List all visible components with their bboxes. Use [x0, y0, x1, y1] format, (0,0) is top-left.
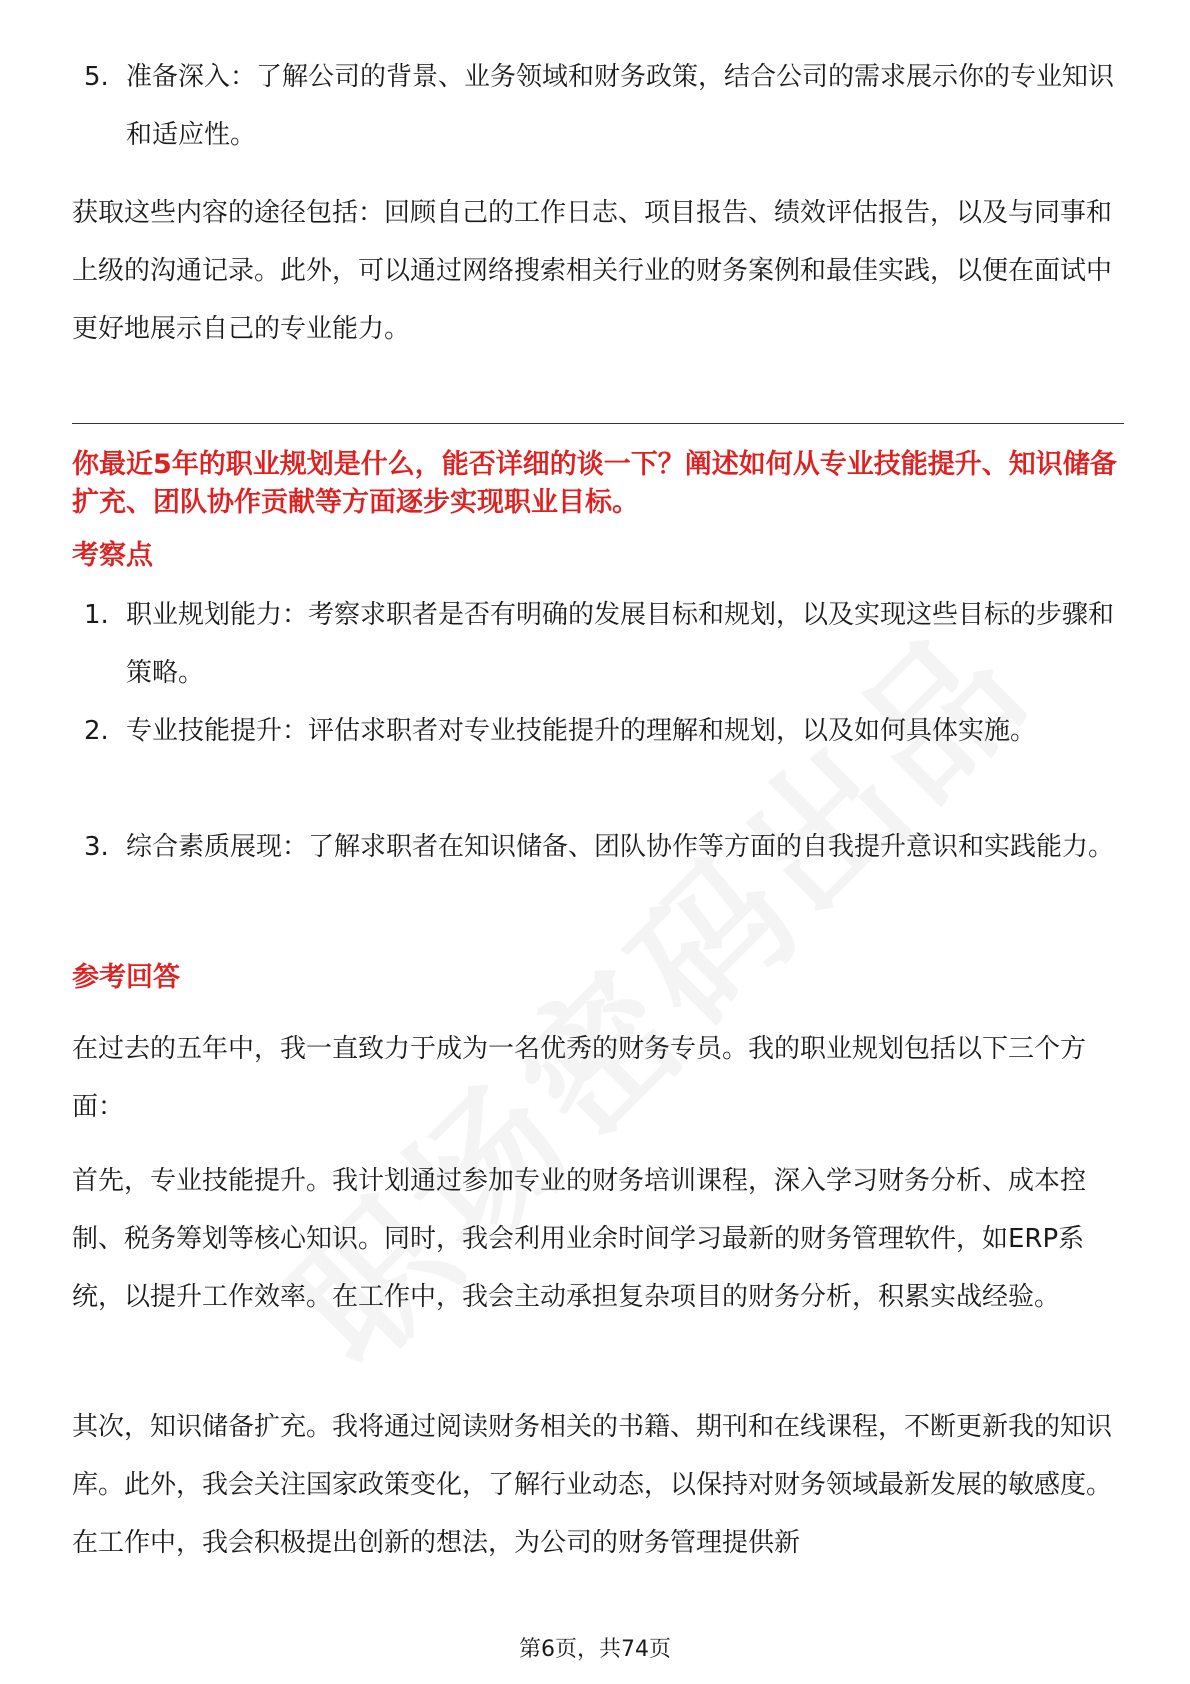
section-divider [72, 423, 1124, 424]
question-title: 你最近5年的职业规划是什么，能否详细的谈一下？阐述如何从专业技能提升、知识储备扩充、团队协作贡献等方面逐步实现职业目标。 [72, 449, 1117, 518]
answer-heading: 参考回答 [72, 962, 180, 993]
list-item-text: 专业技能提升：评估求职者对专业技能提升的理解和规划，以及如何具体实施。 [126, 716, 1037, 746]
list-item [84, 818, 1114, 876]
list-item [84, 702, 1114, 760]
list-item-text: 综合素质展现：了解求职者在知识储备、团队协作等方面的自我提升意识和实践能力。 [126, 832, 1115, 862]
list-item-number: 2. [84, 716, 109, 746]
list-item-text: 准备深入：了解公司的背景、业务领域和财务政策，结合公司的需求展示你的专业知识和适应性。 [126, 62, 1115, 150]
assessment-heading: 考察点 [72, 540, 153, 571]
list-item-number: 5. [84, 62, 109, 92]
answer-paragraph: 其次，知识储备扩充。我将通过阅读财务相关的书籍、期刊和在线课程，不断更新我的知识库。此外，我会关注国家政策变化，了解行业动态，以保持对财务领域最新发展的敏感度。在工作中，我会积极提出创新的想法，为公司的财务管理提供新 [72, 1412, 1113, 1558]
list-item [84, 48, 1114, 164]
list-item-number: 1. [84, 600, 109, 630]
list-item-text: 职业规划能力：考察求职者是否有明确的发展目标和规划，以及实现这些目标的步骤和策略。 [126, 600, 1115, 688]
list-item [84, 586, 1114, 702]
answer-paragraph: 首先，专业技能提升。我计划通过参加专业的财务培训课程，深入学习财务分析、成本控制、税务筹划等核心知识。同时，我会利用业余时间学习最新的财务管理软件，如ERP系统，以提升工作效率。在工作中，我会主动承担复杂项目的财务分析，积累实战经验。 [72, 1166, 1087, 1312]
answer-paragraph: 在过去的五年中，我一直致力于成为一名优秀的财务专员。我的职业规划包括以下三个方面： [72, 1034, 1087, 1122]
list-item-number: 3. [84, 832, 109, 862]
intro-paragraph: 获取这些内容的途径包括：回顾自己的工作日志、项目报告、绩效评估报告，以及与同事和上级的沟通记录。此外，可以通过网络搜索相关行业的财务案例和最佳实践，以便在面试中更好地展示自己的专业能力。 [72, 198, 1113, 344]
page-number: 第6页，共74页 [519, 1637, 671, 1662]
